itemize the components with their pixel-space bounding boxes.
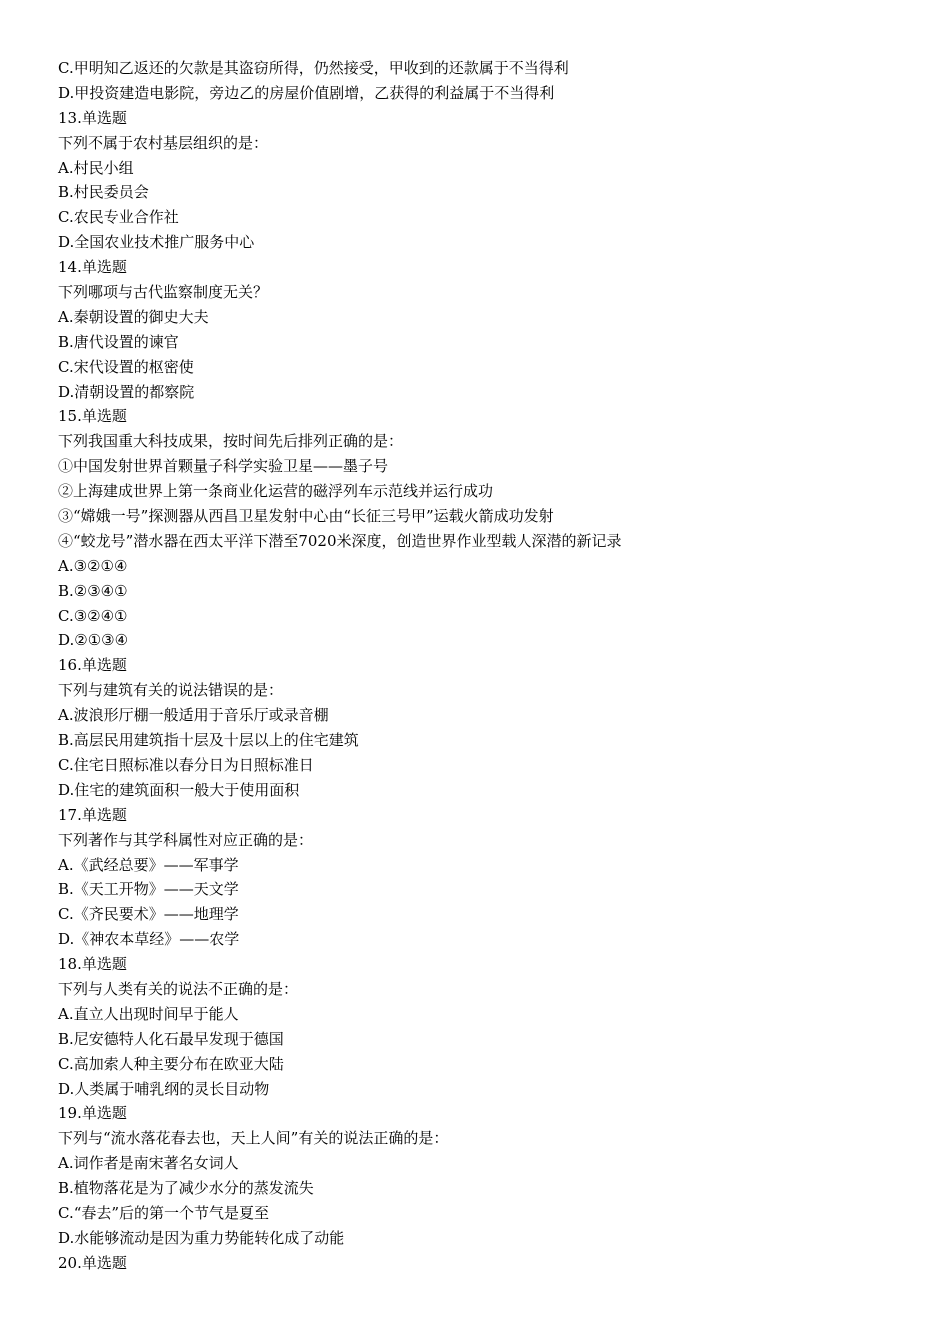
question-19-header: 19.单选题 (58, 1104, 127, 1123)
option-b-q18: B.尼安德特人化石最早发现于德国 (58, 1029, 284, 1048)
option-a-q16: A.波浪形厅棚一般适用于音乐厅或录音棚 (58, 706, 329, 725)
document-page (58, 56, 918, 1276)
option-c-q12: C.甲明知乙返还的欠款是其盗窃所得，仍然接受，甲收到的还款属于不当得利 (58, 59, 569, 77)
statement-3-q15: ③“嫦娥一号”探测器从西昌卫星发射中心由“长征三号甲”运载火箭成功发射 (58, 507, 554, 526)
option-c-q17: C.《齐民要术》——地理学 (58, 905, 239, 924)
question-18-header: 18.单选题 (58, 955, 127, 974)
option-b-q19: B.植物落花是为了减少水分的蒸发流失 (58, 1179, 314, 1198)
option-c-q13: C.农民专业合作社 (58, 208, 179, 227)
option-a-q15: A.③②①④ (58, 556, 128, 575)
option-c-q16: C.住宅日照标准以春分日为日照标准日 (58, 755, 314, 774)
option-a-q18: A.直立人出现时间早于能人 (58, 1004, 239, 1023)
question-19-stem: 下列与“流水落花春去也，天上人间”有关的说法正确的是： (58, 1129, 449, 1148)
statement-1-q15: ①中国发射世界首颗量子科学实验卫星——墨子号 (58, 457, 389, 476)
option-a-q19: A.词作者是南宋著名女词人 (58, 1154, 239, 1173)
option-d-q15: D.②①③④ (58, 631, 129, 650)
option-c-q15: C.③②④① (58, 606, 128, 625)
option-b-q14: B.唐代设置的谏官 (58, 332, 179, 351)
option-a-q17: A.《武经总要》——军事学 (58, 855, 239, 874)
option-d-q19: D.水能够流动是因为重力势能转化成了动能 (58, 1228, 345, 1247)
option-a-q13: A.村民小组 (58, 158, 134, 177)
question-14-stem: 下列哪项与古代监察制度无关？ (58, 283, 269, 302)
option-b-q16: B.高层民用建筑指十层及十层以上的住宅建筑 (58, 731, 359, 750)
question-15-stem: 下列我国重大科技成果，按时间先后排列正确的是： (58, 432, 404, 451)
question-13-stem: 下列不属于农村基层组织的是： (58, 133, 269, 152)
question-15-header: 15.单选题 (58, 407, 127, 426)
option-c-q14: C.宋代设置的枢密使 (58, 357, 194, 376)
option-d-q12: D.甲投资建造电影院，旁边乙的房屋价值剧增，乙获得的利益属于不当得利 (58, 83, 555, 102)
option-d-q17: D.《神农本草经》——农学 (58, 930, 240, 949)
option-d-q14: D.清朝设置的都察院 (58, 382, 195, 401)
statement-2-q15: ②上海建成世界上第一条商业化运营的磁浮列车示范线并运行成功 (58, 482, 494, 501)
option-c-q19: C.“春去”后的第一个节气是夏至 (58, 1203, 270, 1222)
question-17-header: 17.单选题 (58, 805, 127, 824)
question-14-header: 14.单选题 (58, 258, 127, 277)
option-d-q13: D.全国农业技术推广服务中心 (58, 233, 255, 252)
question-16-header: 16.单选题 (58, 656, 127, 675)
option-c-q18: C.高加索人种主要分布在欧亚大陆 (58, 1054, 284, 1073)
option-b-q15: B.②③④① (58, 581, 128, 600)
question-16-stem: 下列与建筑有关的说法错误的是： (58, 681, 284, 700)
question-18-stem: 下列与人类有关的说法不正确的是： (58, 979, 299, 998)
option-d-q18: D.人类属于哺乳纲的灵长目动物 (58, 1079, 270, 1098)
option-a-q14: A.秦朝设置的御史大夫 (58, 307, 209, 326)
option-b-q17: B.《天工开物》——天文学 (58, 880, 239, 899)
question-13-header: 13.单选题 (58, 108, 127, 127)
question-20-header: 20.单选题 (58, 1253, 127, 1272)
statement-4-q15: ④“蛟龙号”潜水器在西太平洋下潜至7020米深度，创造世界作业型载人深潜的新记录 (58, 531, 622, 550)
option-d-q16: D.住宅的建筑面积一般大于使用面积 (58, 780, 300, 799)
question-17-stem: 下列著作与其学科属性对应正确的是： (58, 830, 314, 849)
option-b-q13: B.村民委员会 (58, 183, 149, 202)
